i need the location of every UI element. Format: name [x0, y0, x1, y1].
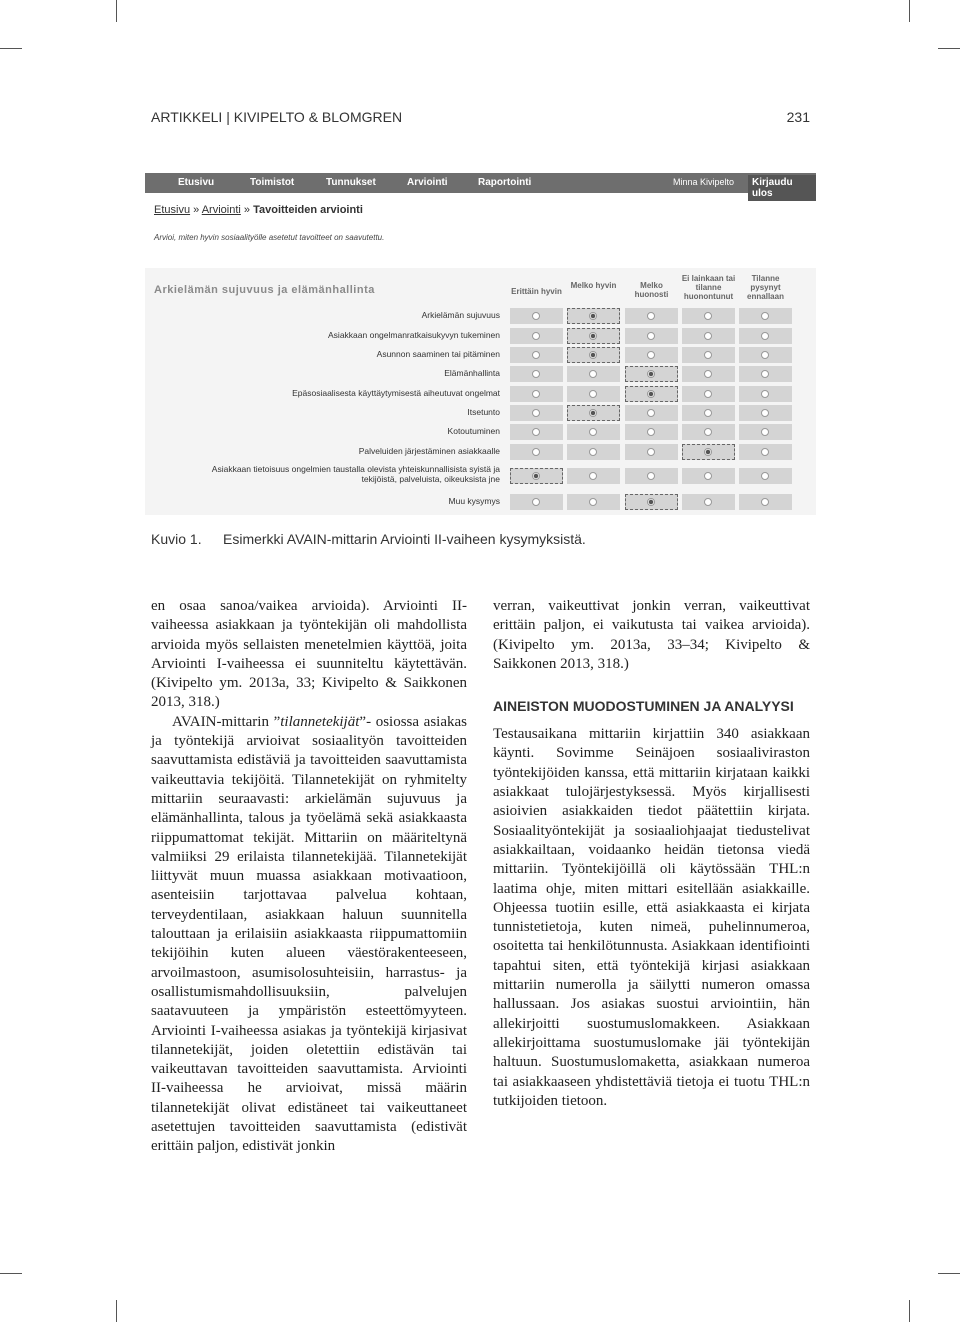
nav-item-raportointi[interactable]: Raportointi: [478, 177, 532, 188]
crop-mark: [938, 1273, 960, 1274]
nav-item-arviointi[interactable]: Arviointi: [407, 177, 448, 188]
radio-button[interactable]: [704, 390, 712, 398]
radio-button[interactable]: [647, 390, 655, 398]
instruction-text: Arvioi, miten hyvin sosiaalityölle asetetut tavoitteet on saavutettu.: [154, 233, 385, 242]
rating-cell[interactable]: [567, 424, 620, 440]
rating-cell[interactable]: [682, 468, 735, 484]
rating-cell[interactable]: [510, 366, 563, 382]
column-header-line: Erittäin hyvin: [511, 287, 562, 296]
radio-button[interactable]: [647, 351, 655, 359]
column-header-line: ennallaan: [747, 292, 784, 301]
crop-mark: [0, 1273, 22, 1274]
section-title: Arkielämän sujuvuus ja elämänhallinta: [154, 284, 375, 296]
radio-button[interactable]: [532, 472, 540, 480]
rating-cell[interactable]: [625, 444, 678, 460]
radio-button[interactable]: [589, 428, 597, 436]
radio-button[interactable]: [589, 448, 597, 456]
question-line: Kotoutuminen: [447, 426, 500, 436]
column-header-line: pysynyt: [750, 283, 781, 292]
section-heading: AINEISTON MUODOSTUMINEN JA ANALYYSI: [493, 698, 794, 715]
radio-button[interactable]: [761, 428, 769, 436]
radio-button[interactable]: [589, 351, 597, 359]
radio-button[interactable]: [532, 351, 540, 359]
rating-cell[interactable]: [739, 347, 792, 363]
user-name: Minna Kivipelto: [673, 177, 735, 187]
breadcrumb-separator: »: [193, 204, 200, 216]
column-header: [733, 274, 798, 301]
crop-mark: [938, 48, 960, 49]
running-header: ARTIKKELI | KIVIPELTO & BLOMGREN: [151, 109, 403, 125]
question-label: [448, 426, 500, 436]
text-run: ”- osiossa asiakas ja työntekijä arvioivat sosiaalityön tavoitteiden saavuttamista edistäviä ja tavoitteiden saavuttamista vaikeuttavia tekijöitä. Tilannetekijät on ryhmitelty mittariin seuraavasti: arkielämän sujuvuus ja elämänhallinta, talous ja työelämä sekä asiakkaasta riippumattomat tekijät. Mittariin on määriteltynä valmiiksi 29 erilaista tilannetekijää. Tilannetekijät liittyvät muun muassa asiakkaan motivaatioon, asenteisiin tarjottavaa palvelua kohtaan, terveydentilaan, asiakkaan haluun suunnitella talouttaan ja erilaisiin asiakkaasta riippumattomiin tekijöihin kuten alueen väestörakenteeseen, arvoilmastoon, asumisolosuhteisiin, harrastus- ja osallistumismahdollisuuksiin, palvelujen saatavuuteen ja ympäristön esteettömyyteen. Arviointi I-vaiheessa asiakas ja työntekijä kirjasivat tilannetekijät, joiden oletettiin edistävän tai vaikeuttavan tavoitteiden saavuttamista. Arviointi II-vaiheessa he arvioivat, missä määrin tilannetekijät olivat edistäneet tai vaikeuttaneet asetettujen tavoitteiden saavuttamista (edistivät erittäin paljon, edistivät jonkin: [151, 713, 467, 1155]
paragraph: verran, vaikeuttivat jonkin verran, vaikeuttivat erittäin paljon, ei vaikutusta tai vaikea arvioida). (Kivipelto ym. 2013a, 33–34; Kivipelto & Saikkonen 2013, 318.): [493, 598, 810, 672]
rating-cell[interactable]: [682, 366, 735, 382]
breadcrumb-separator: »: [243, 204, 251, 216]
radio-button[interactable]: [704, 409, 712, 417]
rating-cell[interactable]: [739, 494, 792, 510]
rating-cell[interactable]: [682, 386, 735, 402]
radio-button[interactable]: [532, 498, 540, 506]
rating-cell[interactable]: [682, 308, 735, 324]
rating-cell[interactable]: [739, 386, 792, 402]
question-label: [422, 310, 500, 320]
radio-button[interactable]: [647, 448, 655, 456]
question-line: Muu kysymys: [448, 496, 500, 506]
radio-button[interactable]: [589, 472, 597, 480]
column-header-line: huonosti: [634, 290, 669, 299]
rating-cell[interactable]: [625, 347, 678, 363]
radio-button[interactable]: [589, 370, 597, 378]
column-header: [676, 274, 741, 301]
column-header-line: Melko hyvin: [570, 281, 617, 290]
column-header-line: Ei lainkaan tai: [681, 274, 736, 283]
radio-button[interactable]: [761, 448, 769, 456]
rating-cell[interactable]: [625, 386, 678, 402]
rating-cell[interactable]: [510, 308, 563, 324]
radio-button[interactable]: [704, 428, 712, 436]
rating-cell[interactable]: [567, 328, 620, 344]
rating-cell[interactable]: [510, 347, 563, 363]
rating-cell[interactable]: [567, 386, 620, 402]
rating-cell[interactable]: [739, 308, 792, 324]
rating-cell[interactable]: [682, 444, 735, 460]
radio-button[interactable]: [647, 409, 655, 417]
term-italic: tilannetekijät: [280, 713, 360, 730]
radio-button[interactable]: [761, 390, 769, 398]
radio-button[interactable]: [647, 472, 655, 480]
evaluation-panel: [145, 268, 816, 515]
rating-cell[interactable]: [625, 308, 678, 324]
rating-cell[interactable]: [682, 347, 735, 363]
breadcrumb-current: Tavoitteiden arviointi: [253, 204, 363, 216]
nav-item-tunnukset[interactable]: Tunnukset: [326, 177, 376, 188]
nav-bar: [145, 173, 816, 199]
rating-cell[interactable]: [682, 328, 735, 344]
rating-cell[interactable]: [510, 405, 563, 421]
radio-button[interactable]: [704, 332, 712, 340]
radio-button[interactable]: [704, 448, 712, 456]
rating-cell[interactable]: [682, 424, 735, 440]
nav-item-toimistot[interactable]: Toimistot: [250, 177, 295, 188]
column-header-line: tilanne: [695, 283, 722, 292]
radio-button[interactable]: [704, 472, 712, 480]
breadcrumb-arviointi-link[interactable]: Arviointi: [201, 204, 241, 216]
rating-cell[interactable]: [567, 468, 620, 484]
paragraph: Testausaikana mittariin kirjattiin 340 asiakkaan käynti. Sovimme Seinäjoen sosiaaliviraston työntekijöiden kanssa, että mittariin kirjataan kaikki asiakkaat tulojärjestyksessä. Myös kirjallisesti asioivien asiakkaiden tiedot päätettiin kirjata. Sosiaalityöntekijät ja sosiaaliohjaajat tiedustelivat asiakkailtaan, voidaanko heidän tietonsa viedä mittariin. Työntekijöillä oli käytössään THL:n laatima ohje, miten mittari esitellään asiakkaille. Ohjeessa tuotiin esille, että asiakkaasta ei kirjata tunnistetietoja, kuten nimeä, puhelinnumeroa, osoitetta tai henkilötunnusta. Asiakkaan identifiointi tapahtui siten, että työntekijä kirjasi asiakkaan mittariin numerolla ja säilytti numeron omassa hallussaan. Jos asiakas suostui arviointiin, hän allekirjoitti suostumuslomakkeen. Asiakkaan allekirjoittama suostumuslomake jäi työntekijän haltuun. Suostumuslomaketta, asiakkaan numeroa tai asiakkaaseen yhdistettäviä tietoja ei tuotu THL:n tutkijoiden tietoon.: [493, 726, 810, 1109]
column-header-line: Tilanne: [751, 274, 780, 283]
radio-button[interactable]: [704, 312, 712, 320]
radio-button[interactable]: [589, 312, 597, 320]
rating-cell[interactable]: [567, 308, 620, 324]
question-line: Asiakkaan tietoisuus ongelmien taustalla olevista yhteiskunnallisista syistä ja: [211, 464, 500, 474]
rating-cell[interactable]: [625, 366, 678, 382]
rating-cell[interactable]: [739, 328, 792, 344]
column-header-line: huonontunut: [683, 292, 734, 301]
radio-button[interactable]: [532, 370, 540, 378]
rating-cell[interactable]: [682, 494, 735, 510]
paragraph: [151, 713, 467, 1157]
question-label: [449, 496, 500, 506]
rating-cell[interactable]: [510, 468, 563, 484]
question-label: [467, 407, 500, 417]
question-label: [328, 330, 500, 340]
crop-mark: [909, 0, 910, 22]
question-line: tekijöistä, palveluista, oikeuksista jne: [361, 474, 500, 484]
rating-cell[interactable]: [510, 424, 563, 440]
radio-button[interactable]: [647, 428, 655, 436]
rating-cell[interactable]: [625, 424, 678, 440]
radio-button[interactable]: [532, 390, 540, 398]
column-header: [619, 281, 684, 299]
radio-button[interactable]: [761, 332, 769, 340]
question-label: [212, 464, 500, 484]
logout-button[interactable]: Kirjaudu ulos: [748, 175, 816, 201]
body-column-right: [493, 597, 810, 1111]
question-label: [359, 446, 500, 456]
radio-button[interactable]: [532, 428, 540, 436]
crop-mark: [0, 48, 22, 49]
question-line: Asiakkaan ongelmanratkaisukyvyn tukeminen: [328, 330, 500, 340]
figure-caption: [151, 531, 586, 547]
rating-cell[interactable]: [567, 444, 620, 460]
rating-cell[interactable]: [739, 468, 792, 484]
paragraph: en osaa sanoa/vaikea arvioida). Arviointi II-vaiheessa asiakkaan ja työntekijän oli mahdollista arvioida myös sellaisten menetelmien käyttöä, joita Arviointi I-vaiheessa ei suunniteltu käytettävän. (Kivipelto ym. 2013a, 33; Kivipelto & Saikkonen 2013, 318.): [151, 598, 467, 711]
radio-button[interactable]: [589, 409, 597, 417]
body-column-left: [151, 597, 467, 1157]
rating-cell[interactable]: [567, 347, 620, 363]
rating-cell[interactable]: [625, 328, 678, 344]
page-number: 231: [786, 109, 810, 125]
rating-cell[interactable]: [739, 405, 792, 421]
radio-button[interactable]: [589, 390, 597, 398]
radio-button[interactable]: [704, 498, 712, 506]
question-line: Asunnon saaminen tai pitäminen: [376, 349, 500, 359]
question-line: Epäsosiaalisesta käyttäytymisestä aiheutuvat ongelmat: [292, 388, 500, 398]
radio-button[interactable]: [761, 351, 769, 359]
rating-cell[interactable]: [567, 366, 620, 382]
question-line: Itsetunto: [467, 407, 500, 417]
question-label: [292, 388, 500, 398]
question-line: Palveluiden järjestäminen asiakkaalle: [358, 446, 500, 456]
radio-button[interactable]: [532, 332, 540, 340]
radio-button[interactable]: [704, 370, 712, 378]
column-header: [561, 281, 626, 290]
nav-item-etusivu[interactable]: Etusivu: [178, 177, 215, 188]
rating-cell[interactable]: [625, 405, 678, 421]
rating-cell[interactable]: [625, 494, 678, 510]
rating-cell[interactable]: [510, 494, 563, 510]
rating-cell[interactable]: [682, 405, 735, 421]
rating-cell[interactable]: [510, 328, 563, 344]
radio-button[interactable]: [704, 351, 712, 359]
radio-button[interactable]: [647, 332, 655, 340]
radio-button[interactable]: [761, 370, 769, 378]
column-header: [504, 287, 569, 296]
rating-cell[interactable]: [739, 424, 792, 440]
rating-cell[interactable]: [510, 444, 563, 460]
radio-button[interactable]: [647, 498, 655, 506]
breadcrumb-home-link[interactable]: Etusivu: [154, 204, 191, 216]
rating-cell[interactable]: [739, 366, 792, 382]
column-header-line: Melko: [640, 281, 663, 290]
question-line: Arkielämän sujuvuus: [421, 310, 500, 320]
radio-button[interactable]: [647, 312, 655, 320]
radio-button[interactable]: [761, 472, 769, 480]
rating-cell[interactable]: [567, 494, 620, 510]
radio-button[interactable]: [761, 498, 769, 506]
question-line: Elämänhallinta: [444, 368, 500, 378]
caption-label: Kuvio 1.: [151, 531, 202, 547]
rating-cell[interactable]: [739, 444, 792, 460]
question-label: [377, 349, 500, 359]
crop-mark: [116, 0, 117, 22]
radio-button[interactable]: [532, 448, 540, 456]
radio-button[interactable]: [761, 312, 769, 320]
figure-screenshot: [145, 173, 816, 515]
caption-text: Esimerkki AVAIN-mittarin Arviointi II-vaiheen kysymyksistä.: [223, 531, 586, 547]
radio-button[interactable]: [589, 498, 597, 506]
breadcrumb: [154, 204, 363, 216]
question-label: [444, 368, 500, 378]
rating-cell[interactable]: [510, 386, 563, 402]
crop-mark: [909, 1300, 910, 1322]
text-run: AVAIN-mittarin ”: [172, 713, 281, 730]
rating-cell[interactable]: [625, 468, 678, 484]
rating-cell[interactable]: [567, 405, 620, 421]
crop-mark: [116, 1300, 117, 1322]
radio-button[interactable]: [532, 409, 540, 417]
radio-button[interactable]: [647, 370, 655, 378]
radio-button[interactable]: [532, 312, 540, 320]
radio-button[interactable]: [589, 332, 597, 340]
radio-button[interactable]: [761, 409, 769, 417]
